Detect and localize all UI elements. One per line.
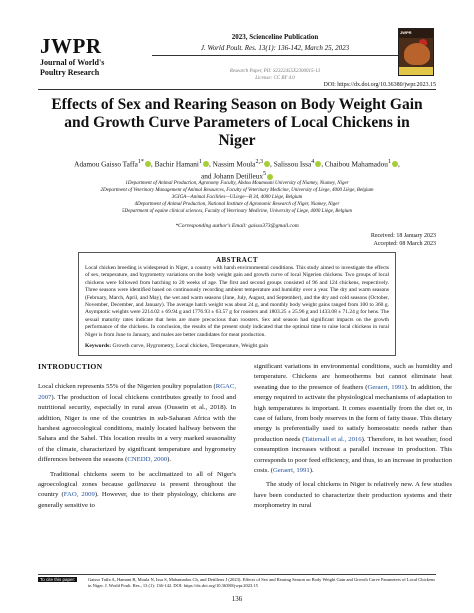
corresponding-author: *Corresponding author's Email: gaisso373@gmail.com — [175, 223, 299, 229]
orcid-icon[interactable] — [315, 161, 321, 167]
citation-link[interactable]: CNEDD, 2000 — [127, 456, 168, 464]
affiliation-item: 5Department of equine clinical sciences, Faculty of Veterinary Medicine, University of Liege, 4000 Liège, Belgium — [122, 209, 352, 214]
keywords — [85, 343, 389, 349]
abstract-heading: ABSTRACT — [215, 256, 259, 264]
author-name: and Johann Detilleux — [200, 171, 263, 181]
text-run: ). — [167, 456, 172, 464]
header-rule — [38, 89, 436, 90]
author-sup: 4 — [311, 159, 315, 165]
keywords-list: Growth curve, Hygrometry, Local chicken, Temperature, Weight gain — [112, 343, 269, 349]
text-run: ). — [309, 467, 314, 475]
citation-link[interactable]: Tattersall et al., 2016 — [304, 435, 362, 443]
author-name: Adamou Gaisso Taffa — [74, 159, 138, 169]
orcid-icon[interactable] — [392, 161, 398, 167]
journal-header — [0, 0, 474, 98]
paragraph — [38, 382, 236, 465]
paragraph: The study of local chickens in Niger is relatively new. A few studies have been conducted to characterize their production systems and their morphometry in rural — [254, 481, 452, 510]
author-sup: 1 — [387, 159, 391, 165]
author-name: Salissou Issa — [273, 159, 312, 169]
text-run: ). Therefore, in hot weather, food consumption increases without a parallel increase in production. This corresponds to poor feed efficiency, and thus, to an increase in production costs. ( — [254, 435, 452, 475]
orcid-icon[interactable] — [267, 174, 273, 180]
section-heading-introduction: INTRODUCTION — [38, 362, 103, 371]
keywords-label: Keywords: — [85, 343, 112, 349]
page-number: 136 — [231, 595, 243, 603]
author-sup: 1* — [137, 159, 144, 165]
publisher-line: 2023, Scienceline Publication — [231, 33, 319, 41]
text-run: Local chicken represents 55% of the Nigerien poultry population ( — [38, 383, 216, 391]
cover-text: JWPR — [400, 30, 412, 35]
paper-type: Research Paper, PII: S2322455X2300015-13 — [229, 69, 321, 74]
journal-name-line1: Journal of World's — [40, 58, 105, 67]
journal-name — [40, 58, 104, 78]
footer-rule — [38, 574, 436, 575]
citation-link[interactable]: FAO, 2009 — [63, 491, 95, 499]
author-name: Nassim Moula — [212, 159, 256, 169]
journal-name-line2: Poultry Research — [40, 68, 100, 77]
paragraph — [254, 362, 452, 476]
chicken-shape — [404, 43, 430, 65]
author-name: Chaibou Mahamadou — [324, 159, 388, 169]
text-run: ). However, due to their physiology, chickens are generally sensitive to — [38, 491, 237, 509]
body-column-left — [38, 362, 236, 515]
journal-citation: J. World Poult. Res. 13(1): 136-142, March 25, 2023 — [200, 44, 350, 52]
italic-term: gallinacea — [127, 481, 157, 489]
orcid-icon[interactable] — [203, 161, 209, 167]
citation-link[interactable]: Geraert, 1991 — [367, 383, 405, 391]
orcid-icon[interactable] — [145, 161, 151, 167]
text-run: Traditional chickens seem to be acclimatized to all of Niger's agroecological zones because — [38, 470, 236, 489]
cite-tag: To cite this paper: — [40, 577, 76, 582]
author-sup: 1 — [198, 159, 202, 165]
affiliation-item: 3GIGA—Animal Facilities—ULiege—B 34, 4000 Liège, Belgium — [171, 195, 303, 200]
affiliation-item: 2Department of Veterinary Management of Animal Resources, Faculty of Veterinary Medicine, University of Liege, 4000 Liège, Belgium — [100, 188, 374, 193]
citation-link[interactable]: Geraert, 1991 — [272, 467, 310, 475]
paragraph — [38, 470, 236, 512]
text-run: significant variations in environmental conditions, such as humidity and temperature. Chickens are homeotherms but cannot eliminate heat sweating due to the presence of feathers ( — [254, 363, 452, 391]
journal-abbrev: JWPR — [40, 34, 102, 58]
citation-footer: Gaisso Taffa A, Hamani B, Moula N, Issa S, Mahamadou Ch, and Detilleux J (2023). Effects of Sex and Rearing Season on Body Weight Gain and Growth Curve Parameters of Local Chickens in Niger. J. World Poult. Res., 13 (1): 136-142. DOI: https://dx.doi.org/10.36380/jwpr.2023.15 — [88, 577, 436, 588]
author-name: Bachir Hamani — [154, 159, 199, 169]
accepted-date: Accepted: 08 March 2023 — [373, 241, 436, 247]
affiliations — [100, 180, 374, 215]
affiliation-item: 4Department of Animal Production, National Institute of Agronomic Research of Niger, Niamey, Niger — [134, 202, 340, 207]
received-accepted-dates — [371, 232, 436, 248]
text-run: ). The production of local chickens contributes greatly to food and nutritional security, especially in rural areas (Oussein et al., 2018). In addition, Niger is one of the countries in sub-Saharan Africa with the harshest agroecological conditions, mainly located halfway between the Sahara and the Sahel. This location results in a very marked seasonality of the climate, characterized by significant temperature and hygrometry differences between the seasons ( — [38, 393, 236, 464]
license: License: CC BY 4.0 — [255, 76, 295, 81]
text-run: ). In addition, the energy required to activate the physiological mechanisms of adaptation to high temperatures is important. It comes essentially from the diet or, in case of failure, from body reserves in the form of fatty tissue. This dietary energy is preferentially used to satisfy homeostatic needs rather than production needs ( — [254, 383, 452, 443]
cover-footer-band — [399, 67, 434, 75]
doi-link[interactable]: DOI: https://dx.doi.org/10.36380/jwpr.2023.15 — [323, 82, 436, 88]
author-sup: 2,3 — [255, 159, 264, 165]
author-sup: 5 — [262, 171, 267, 178]
text-run: is present throughout the country ( — [38, 481, 236, 499]
author-list: Adamou Gaisso Taffa$^{1*}$ , Bachir Hamani$^1$ , Nassim Moula$^{2,3}$ , Salissou Issa$^4$ , Chaibou Mahamadou$^1$ , and Johann Detilleux$^5$ — [74, 159, 400, 181]
citation-link[interactable]: RGAC, 2007 — [38, 383, 236, 401]
body-column-right — [254, 362, 452, 516]
received-date: Received: 18 January 2023 — [370, 233, 436, 239]
journal-cover-image — [398, 28, 434, 76]
abstract-text: Local chicken breeding is widespread in Niger, a country with harsh environmental conditions. This study aimed to investigate the effects of sex, temperature, and hygrometry variations on the body weight gain and growth curve of local Nigerien chickens. Two groups of local chickens were followed from hatching to 20 weeks of age. The first and second groups consisted of 96 and 124 chickens, respectively. Three seasons were identified based on continuously recording ambient temperature and humidity over a year. The dry and warm seasons (February, March, April, and May), the wet and warm seasons (June, July, August, and September), and the dry and cold seasons (October, November, December, and January). The average hatch weight was about 24 g, and monthly body weight gains ranged from 100 to 360 g. Asymptotic weights were 2214.02 ± 69.94 g and 1776.93 ± 63.57 g for roosters and 1803.25 ± 25.96 g and 1433.08 ± 71.24 g for hens. The sexual maturity rates indicate that hens are more precocious than roosters. Sex and season had significant impacts on the growth performance of the chickens. In conclusion, the results of the present study indicated that the optimal time to raise local chickens in rural Niger is from June to January, and males are better candidates for meat production. — [85, 265, 389, 338]
article-title: Effects of Sex and Rearing Season on Body Weight Gain and Growth Curve Parameters of Local Chickens in Niger — [51, 96, 423, 149]
header-divider — [152, 55, 398, 56]
affiliation-item: 1Department of Animal Production, Agronomy Faculty, Abdou Moumouni University of Niamey, Niamey, Niger — [125, 181, 349, 186]
orcid-icon[interactable] — [264, 161, 270, 167]
